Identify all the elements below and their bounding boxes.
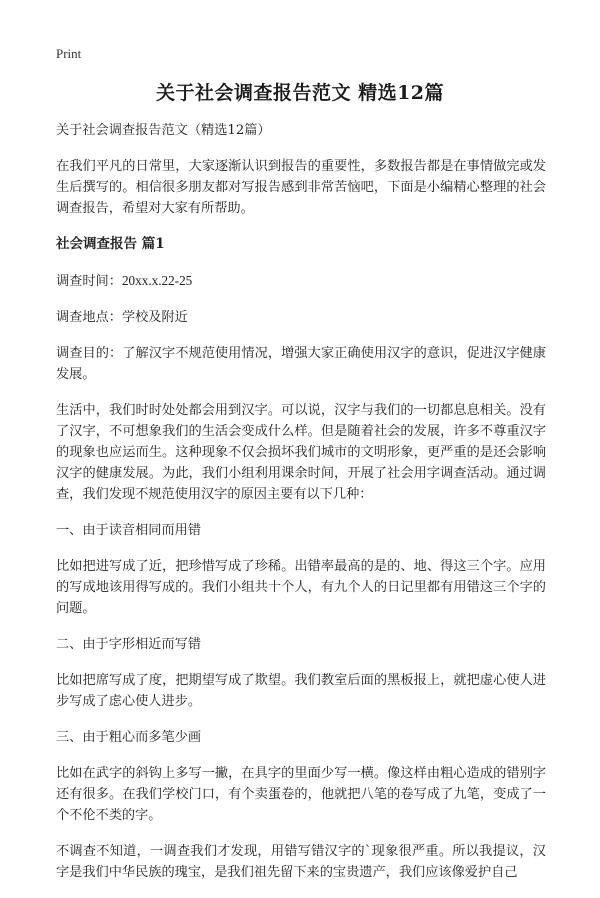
survey-purpose: 调查目的：了解汉字不规范使用情况，增强大家正确使用汉字的意识，促进汉字健康发展。 [56, 346, 546, 382]
page-title: 关于社会调查报告范文 精选12篇 [155, 82, 445, 104]
article-body [56, 120, 546, 898]
survey-time-label: 调查时间： [56, 274, 122, 289]
survey-time-value: 20xx.x.22-25 [121, 273, 193, 288]
reason1-paragraph: 比如把进写成了近，把珍惜写成了珍稀。出错率最高的是的、地、得这三个字。应用的写成地该用得写成的。我们小组共十个人，有九个人的日记里都有用错这三个字的问题。 [56, 559, 546, 616]
survey-place: 调查地点：学校及附近 [56, 310, 188, 325]
reason2-heading: 二、由于字形相近而写错 [56, 637, 202, 652]
article-subtitle: 关于社会调查报告范文（精选12篇） [56, 123, 271, 138]
reason3-paragraph: 比如在武字的斜钩上多写一撇，在具字的里面少写一横。像这样由粗心造成的错别字还有很多。在我们学校门口，有个卖蛋卷的，他就把八笔的卷写成了九笔，变成了一个不伦不类的字。 [56, 766, 546, 823]
intro-paragraph: 在我们平凡的日常里，大家逐渐认识到报告的重要性，多数报告都是在事情做完或发生后撰写的。相信很多朋友都对写报告感到非常苦恼吧，下面是小编精心整理的社会调查报告，希望对大家有所帮助。 [56, 159, 546, 216]
reason2-paragraph: 比如把席写成了度，把期望写成了欺望。我们教室后面的黑板报上，就把虚心使人进步写成了虑心使人进步。 [56, 673, 546, 709]
survey-time [56, 270, 546, 292]
reason3-heading: 三、由于粗心而多笔少画 [56, 730, 202, 745]
print-link[interactable]: Print [56, 46, 82, 61]
background-paragraph: 生活中，我们时时处处都会用到汉字。可以说，汉字与我们的一切都息息相关。没有了汉字，不可想象我们的生活会变成什么样。但是随着社会的发展，许多不尊重汉字的现象也应运而生。这种现象不仅会损坏我们城市的文明形象，更严重的是还会影响汉字的健康发展。为此，我们小组利用课余时间，开展了社会用字调查活动。通过调查，我们发现不规范使用汉字的原因主要有以下几种： [56, 403, 546, 502]
reason1-heading: 一、由于读音相同而用错 [56, 523, 202, 538]
conclusion-paragraph: 不调查不知道，一调查我们才发现，用错写错汉字的`现象很严重。所以我提议，汉字是我们中华民族的瑰宝，是我们祖先留下来的宝贵遗产，我们应该像爱护自己 [56, 844, 546, 880]
section-heading: 社会调查报告 篇1 [56, 236, 165, 252]
